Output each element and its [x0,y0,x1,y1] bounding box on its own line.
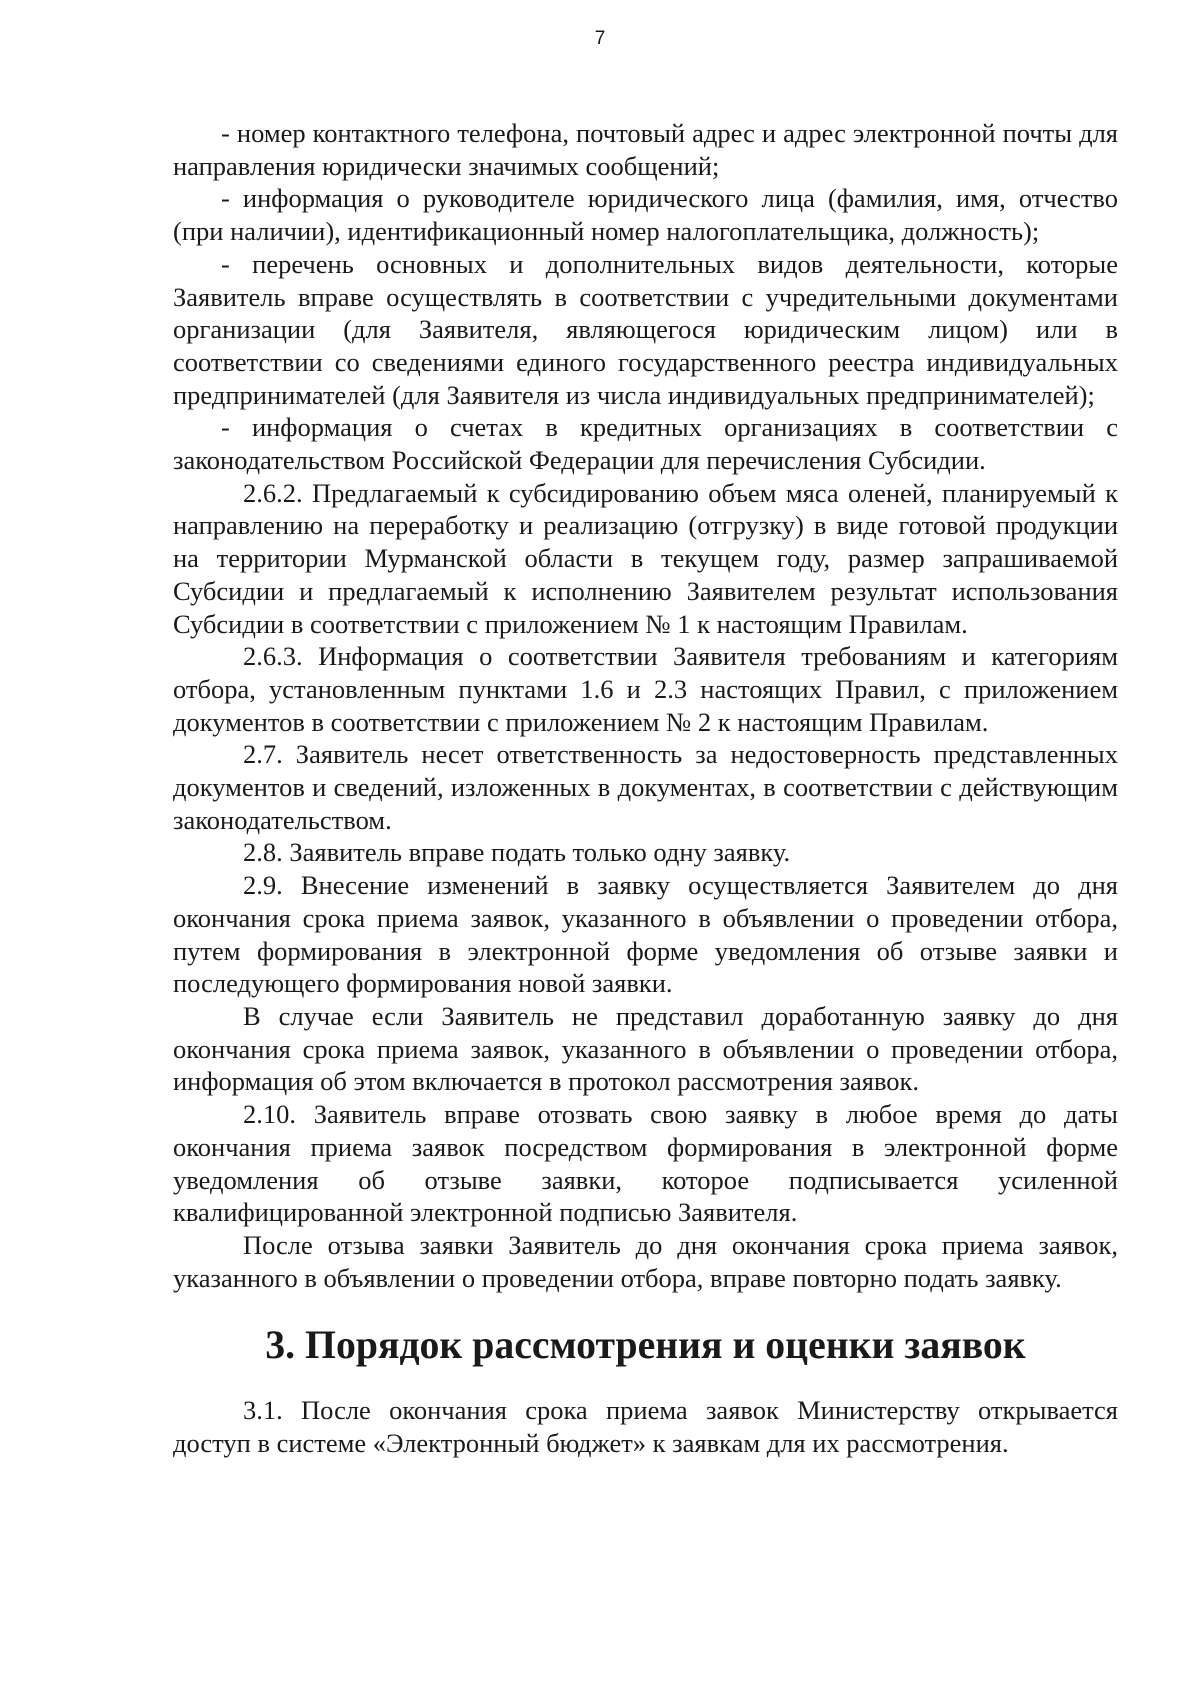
paragraph-2-8: 2.8. Заявитель вправе подать только одну заявку. [243,837,791,868]
paragraph-2-9: 2.9. Внесение изменений в заявку осуществляется Заявителем до дня окончания срока приема заявок, указанного в объявлении о проведении отбора, путем формирования в электронной форме уведомления об отзыве заявки и последующего формирования новой заявки. [173,870,1118,999]
paragraph-contact-info: - номер контактного телефона, почтовый адрес и адрес электронной почты для направления юридически значимых сообщений; [173,118,1118,181]
page-number: 7 [594,28,606,49]
paragraph-2-10: 2.10. Заявитель вправе отозвать свою заявку в любое время до даты окончания приема заявок посредством формирования в электронной форме уведомления об отзыве заявки, которое подписывается усиленной квалифицированной электронной подписью Заявителя. [173,1099,1118,1228]
paragraph-bank-accounts: - информация о счетах в кредитных организациях в соответствии с законодательством Российской Федерации для перечисления Субсидии. [173,412,1118,476]
paragraph-2-10-note: После отзыва заявки Заявитель до дня окончания срока приема заявок, указанного в объявлении о проведении отбора, вправе повторно подать заявку. [173,1229,1118,1293]
paragraph-3-1: 3.1. После окончания срока приема заявок Министерству открывается доступ в системе «Электронный бюджет» к заявкам для их рассмотрения. [173,1395,1118,1458]
paragraph-2-9-note: В случае если Заявитель не представил доработанную заявку до дня окончания срока приема заявок, указанного в объявлении о проведении отбора, информация об этом включается в протокол рассмотрения заявок. [173,1000,1118,1097]
paragraph-2-6-2: 2.6.2. Предлагаемый к субсидированию объем мяса оленей, планируемый к направлению на переработку и реализацию (отгрузку) в виде готовой продукции на территории Мурманской области в текущем году, размер запрашиваемой Субсидии и предлагаемый к исполнению Заявителем результат использования Субсидии в соответствии с приложением № 1 к настоящим Правилам. [173,477,1118,639]
paragraph-2-7: 2.7. Заявитель несет ответственность за недостоверность представленных документов и сведений, изложенных в документах, в соответствии с действующим законодательством. [173,739,1118,835]
section-heading: 3. Порядок рассмотрения и оценки заявок [265,1323,1026,1368]
document-body [173,117,1118,1459]
paragraph-head-info: - информация о руководителе юридического лица (фамилия, имя, отчество (при наличии), идентификационный номер налогоплательщика, должность); [173,183,1118,247]
paragraph-activities-list: - перечень основных и дополнительных видов деятельности, которые Заявитель вправе осуществлять в соответствии с учредительными документами организации (для Заявителя, являющегося юридическим лицом) или в соответствии со сведениями единого государственного реестра индивидуальных предпринимателей (для Заявителя из числа индивидуальных предпринимателей); [173,248,1118,410]
paragraph-2-6-3: 2.6.3. Информация о соответствии Заявителя требованиям и категориям отбора, установленным пунктами 1.6 и 2.3 настоящих Правил, с приложением документов в соответствии с приложением № 2 к настоящим Правилам. [173,641,1118,737]
